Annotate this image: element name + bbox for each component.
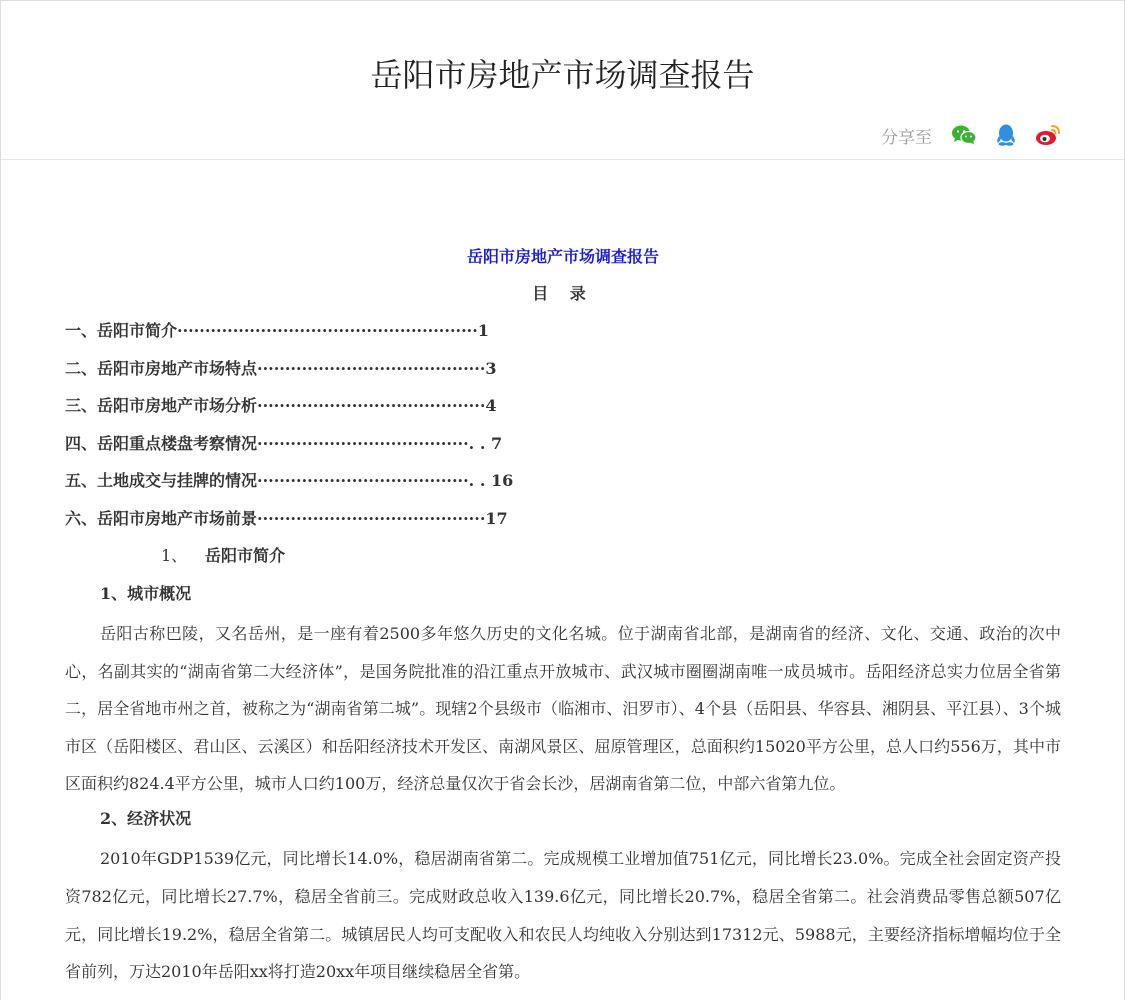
- share-label: 分享至: [881, 127, 932, 148]
- section-title: 岳阳市简介: [205, 546, 286, 565]
- section-heading: [65, 540, 1061, 572]
- article-body: [65, 241, 1061, 991]
- wechat-icon: [951, 124, 977, 146]
- weibo-icon: [1035, 124, 1061, 146]
- toc-item: 三、岳阳市房地产市场分析·········································4: [65, 396, 497, 415]
- toc-item: 一、岳阳市简介······················································1: [65, 321, 489, 340]
- toc-item: 四、岳阳重点楼盘考察情况······································. . 7: [65, 433, 503, 453]
- share-bar: [881, 121, 1062, 149]
- subsection-heading: 2、经济状况: [100, 808, 192, 828]
- qq-share-button[interactable]: [992, 121, 1020, 149]
- paragraph: 岳阳古称巴陵，又名岳州，是一座有着2500多年悠久历史的文化名城。位于湖南省北部，是湖南省的经济、文化、交通、政治的次中心，名副其实的“湖南省第二大经济体”，是国务院批准的沿江重点开放城市、武汉城市圈圈湖南唯一成员城市。岳阳经济总实力位居全省第二，居全省地市州之首，被称之为“湖南省第二城”。现辖2个县级市（临湘市、汨罗市）、4个县（岳阳县、华容县、湘阴县、平江县）、3个城市区（岳阳楼区、君山区、云溪区）和岳阳经济技术开发区、南湖风景区、屈原管理区，总面积约15020平方公里，总人口约556万，其中市区面积约824.4平方公里，城市人口约100万，经济总量仅次于省会长沙，居湖南省第二位，中部六省第九位。: [65, 624, 1061, 794]
- toc-heading: 目 录: [532, 284, 594, 303]
- page-title: 岳阳市房地产市场调查报告: [370, 56, 755, 94]
- qq-icon: [995, 123, 1017, 147]
- header: [1, 1, 1124, 160]
- weibo-share-button[interactable]: [1034, 121, 1062, 149]
- subsection-heading: 1、城市概况: [100, 583, 192, 603]
- wechat-share-button[interactable]: [950, 121, 978, 149]
- toc-item: 二、岳阳市房地产市场特点·········································3: [65, 358, 497, 378]
- toc-item: 五、土地成交与挂牌的情况······································. . 16: [65, 471, 514, 490]
- section-number: 1、: [161, 546, 188, 565]
- document-title: 岳阳市房地产市场调查报告: [466, 247, 659, 266]
- paragraph: 2010年GDP1539亿元，同比增长14.0%，稳居湖南省第二。完成规模工业增加值751亿元，同比增长23.0%。完成全社会固定资产投资782亿元，同比增长27.7%，稳居全省前三。完成财政总收入139.6亿元，同比增长20.7%，稳居全省第二。社会消费品零售总额507亿元，同比增长19.2%，稳居全省第二。城镇居民人均可支配收入和农民人均纯收入分别达到17312元、5988元，主要经济指标增幅均位于全省前列，万达2010年岳阳xx将打造20xx年项目继续稳居全省第。: [65, 849, 1061, 982]
- toc-item: 六、岳阳市房地产市场前景·········································17: [65, 508, 508, 528]
